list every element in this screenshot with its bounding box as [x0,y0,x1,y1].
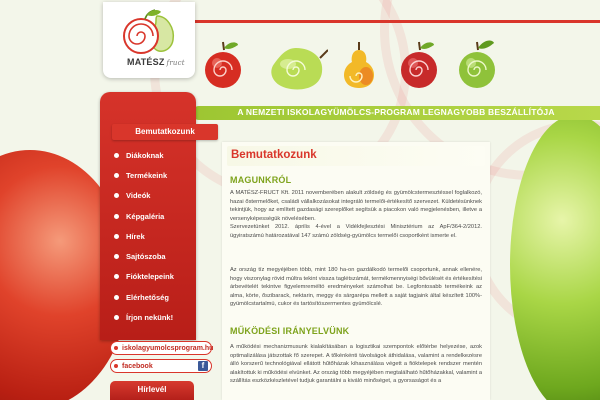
bullet-icon [114,214,119,219]
logo-fruit-icon [117,6,181,56]
nav-item-kepgaleria[interactable]: Képgaléria [114,206,194,226]
bullet-icon [114,315,119,320]
section-heading-mukodesi: MŰKÖDÉSI IRÁNYELVÜNK [230,326,350,336]
paragraph-4: A működési mechanizmusunk kialakításában a logisztikai szempontok előtérbe helyezése, azok optimalizálása játszottak fő szerepet. A tőkénkénti távolságok áthidalása, valamint a rendelkezésre álló korszerű technológiával ellátott hűtőházak kihasználása végett a fióktelepek rendszer mentén alakítottuk ki működési elvünket. Az ország több megyéjében megtalálható hűtőházakkal, valamint a szállítás eszközkészletével tudjuk garantálni a kiváló minőséget, a gyorsaságot és a [230,344,482,385]
bullet-icon [114,254,119,259]
bullet-icon [114,346,118,350]
green-pear-icon [266,44,328,92]
bullet-icon [114,364,118,368]
nav-item-irjon-nekunk[interactable]: Írjon nekünk! [114,307,194,327]
paragraph-1: A MATÉSZ-FRUCT Kft. 2011 novemberében alakult zöldség és gyümölcstermesztéssel foglalkozó, hazai őstermelőket, családi vállalkozásokat integráló termelői-értékesítő szervezet. Küldetésünknek tekintjük, hogy az említett gazdasági szereplőket segítsük a piacokon való megjelenésben, illetve a versenyképességük növelésében. [230,190,482,222]
header-line [190,20,600,23]
paragraph-3: Az ország tíz megyéjében több, mint 180 ha-on gazdálkodó termelői csoportunk, annak ellenére, hogy viszonylag rövid múltra tekint vissza taglétszámát, termékmennyiségi bővülését és értékesítési árbevételét tekintve figyelemreméltó eredményeket számolhat be. Legfontosabb termékeink az alma, körte, őszibarack, nektarin, meggy és sárgarépa mellett a saját tagjaink által készített 100%-gyümölcstartalmú, cukor és tartósítószermentes gyümölcslé. [230,267,482,308]
nav-item-bemutatkozunk[interactable] [112,124,218,140]
green-apple-icon [455,36,499,90]
bullet-icon [114,153,119,158]
logo-suffix: fruct [166,59,185,67]
nav-active-label: Bemutatkozunk [135,127,195,136]
main-nav [114,145,194,328]
slogan-text: A NEMZETI ISKOLAGYÜMÖLCS-PROGRAM LEGNAGYOBB BESZÁLLÍTÓJA [237,107,555,117]
facebook-link[interactable]: facebook f [110,359,212,373]
nav-item-termekeink[interactable]: Termékeink [114,165,194,185]
iskolagyumolcsprogram-link[interactable]: iskolagyumolcsprogram.hu [110,341,212,355]
yellow-pear-icon [338,40,380,92]
slogan-banner [192,106,600,120]
nav-item-hirek[interactable]: Hírek [114,226,194,246]
nav-item-elerhetoseg[interactable]: Elérhetőség [114,287,194,307]
logo-name: MATÉSZ fruct [127,57,185,67]
bullet-icon [114,193,119,198]
bullet-icon [114,234,119,239]
nav-item-fioktelepeink[interactable]: Fióktelepeink [114,267,194,287]
red-apple-icon [202,38,244,90]
newsletter-button[interactable]: Hírlevél [110,381,194,400]
content-panel [222,142,490,400]
nav-item-diakoknak[interactable]: Diákoknak [114,145,194,165]
page-title: Bemutatkozunk [231,149,317,161]
nav-item-videok[interactable]: Videók [114,186,194,206]
nav-item-sajtoszoba[interactable]: Sajtószoba [114,246,194,266]
bullet-icon [114,295,119,300]
paragraph-2: Szervezetünket 2012. április 4-ével a Vidékfejlesztési Minisztérium az ApF/364-2/2012. ügyiratszámú határozatával 147 számú zöldség-gyümölcs termelői csoportként ismerte el. [230,224,482,239]
bullet-icon [114,173,119,178]
section-heading-magunkrol: MAGUNKRÓL [230,175,292,185]
red-apple-icon-2 [398,38,440,90]
bullet-icon [114,274,119,279]
logo[interactable] [103,2,195,78]
facebook-icon: f [198,361,208,371]
